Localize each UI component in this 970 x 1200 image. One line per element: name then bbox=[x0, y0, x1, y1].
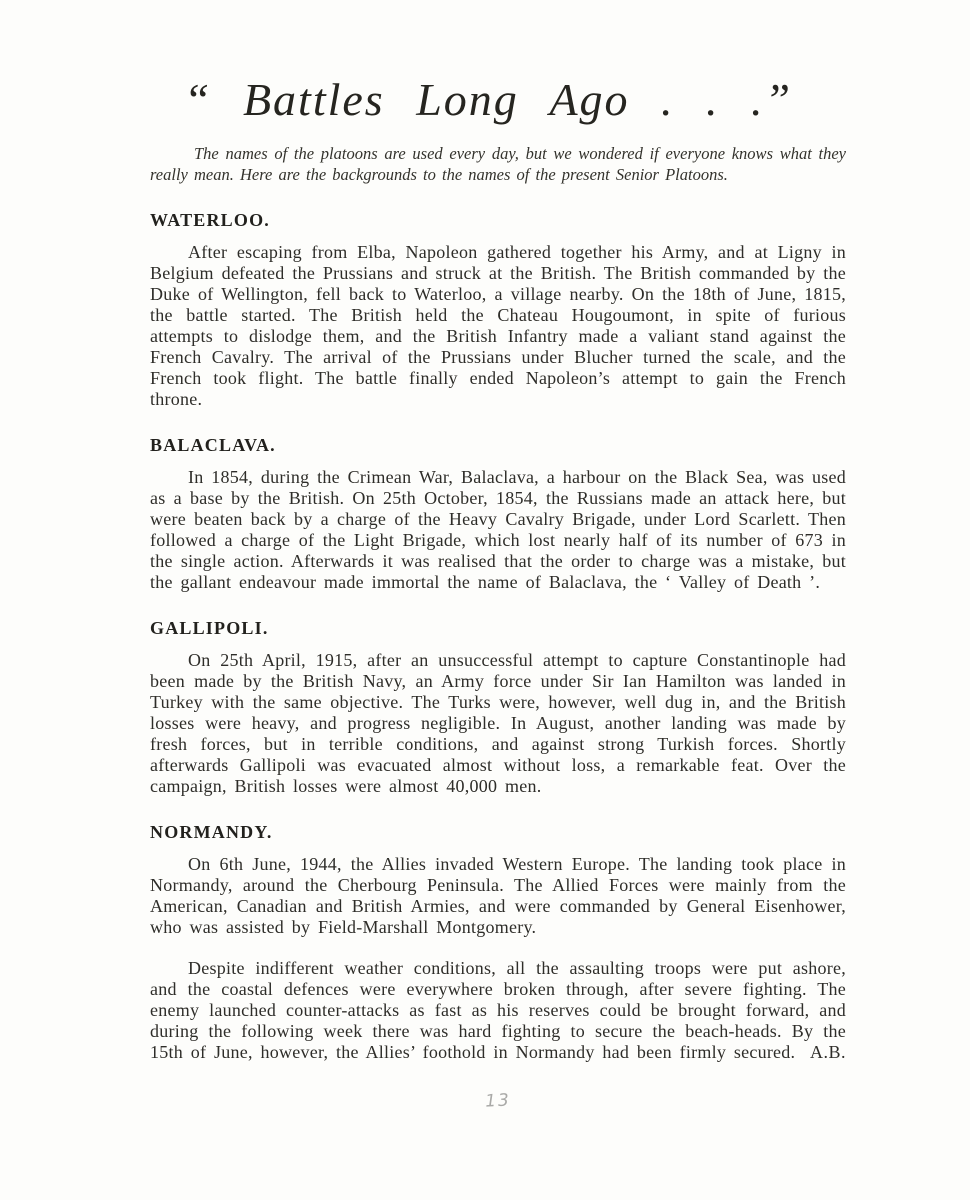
section-gallipoli-heading: GALLIPOLI. bbox=[150, 618, 269, 638]
section-normandy-paragraph-2 bbox=[150, 958, 846, 1063]
section-normandy bbox=[150, 822, 846, 1063]
section-balaclava-heading: BALACLAVA. bbox=[150, 435, 276, 455]
section-normandy-heading: NORMANDY. bbox=[150, 822, 273, 842]
section-balaclava bbox=[150, 435, 846, 593]
section-normandy-paragraph-1: On 6th June, 1944, the Allies invaded Western Europe. The landing took place in Normandy, around the Cherbourg Peninsula. The Allied Forces were mainly from the American, Canadian and British Armies, and were commanded by General Eisenhower, who was assisted by Field-Marshall Montgomery. bbox=[150, 854, 846, 937]
section-gallipoli bbox=[150, 618, 846, 797]
author-initials: A.B. bbox=[809, 1042, 846, 1062]
section-waterloo bbox=[150, 210, 846, 410]
section-waterloo-heading: WATERLOO. bbox=[150, 210, 270, 230]
page-number: 13 bbox=[484, 1090, 512, 1112]
page-content bbox=[150, 72, 846, 1111]
intro-text: The names of the platoons are used every day, but we wondered if everyone knows what they really mean. Here are the backgrounds to the names of the present Senior Platoons. bbox=[150, 144, 846, 184]
section-gallipoli-paragraph: On 25th April, 1915, after an unsuccessful attempt to capture Constantinople had been made by the British Navy, an Army force under Sir Ian Hamilton was landed in Turkey with the same objective. The Turks were, however, well dug in, and the British losses were heavy, and progress negligible. In August, another landing was made by fresh forces, but in terrible conditions, and against strong Turkish forces. Shortly afterwards Gallipoli was evacuated almost without loss, a remarkable feat. Over the campaign, British losses were almost 40,000 men. bbox=[150, 650, 846, 796]
section-waterloo-paragraph: After escaping from Elba, Napoleon gathered together his Army, and at Ligny in Belgium defeated the Prussians and struck at the British. The British commanded by the Duke of Wellington, fell back to Waterloo, a village nearby. On the 18th of June, 1815, the battle started. The British held the Chateau Hougoumont, in spite of furious attempts to dislodge them, and the British Infantry made a valiant stand against the French Cavalry. The arrival of the Prussians under Blucher turned the scale, and the French took flight. The battle finally ended Napoleon’s attempt to gain the French throne. bbox=[150, 242, 846, 409]
section-balaclava-paragraph: In 1854, during the Crimean War, Balaclava, a harbour on the Black Sea, was used as a base by the British. On 25th October, 1854, the Russians made an attack here, but were beaten back by a charge of the Heavy Cavalry Brigade, under Lord Scarlett. Then followed a charge of the Light Brigade, which lost nearly half of its number of 673 in the single action. Afterwards it was realised that the order to charge was a mistake, but the gallant endeavour made immortal the name of Balaclava, the ‘ Valley of Death ’. bbox=[150, 467, 846, 592]
paragraph-text: Despite indifferent weather conditions, all the assaulting troops were put ashore, and the coastal defences were everywhere broken through, after severe fighting. The enemy launched counter-attacks as fast as his reserves could be brought forward, and during the following week there was hard fighting to secure the beach-heads. By the 15th of June, however, the Allies’ foothold in Normandy had been firmly secured. bbox=[150, 958, 846, 1062]
page-title: “ Battles Long Ago . . .” bbox=[183, 74, 793, 125]
